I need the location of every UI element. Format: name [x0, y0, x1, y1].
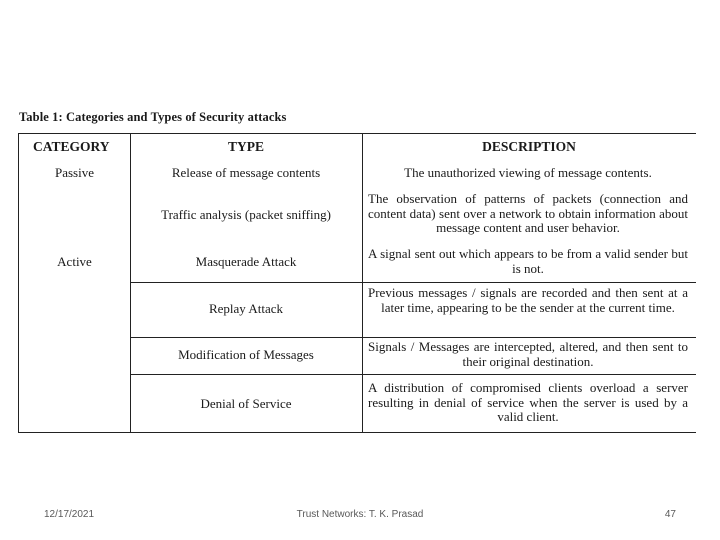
type-cell: Masquerade Attack [195, 254, 297, 269]
footer-title: Trust Networks: T. K. Prasad [296, 509, 424, 520]
row-divider [130, 337, 696, 338]
type-cell: Modification of Messages [178, 347, 314, 362]
header-description: DESCRIPTION [482, 139, 576, 154]
type-cell: Traffic analysis (packet sniffing) [161, 207, 331, 222]
row-divider [130, 374, 696, 375]
header-type: TYPE [227, 139, 264, 154]
header-category: CATEGORY [33, 139, 110, 154]
type-cell: Release of message contents [171, 165, 321, 180]
description-cell: The unauthorized viewing of message contents. [404, 165, 652, 180]
description-cell: A signal sent out which appears to be from a valid sender but is not. [368, 246, 688, 276]
row-divider [130, 282, 696, 283]
type-cell: Denial of Service [200, 396, 292, 411]
security-attacks-table [18, 133, 696, 433]
description-cell: Signals / Messages are intercepted, altered, and then sent to their original destination. [368, 339, 688, 369]
description-cell: The observation of patterns of packets (connection and content data) sent over a network to obtain information about message content and user behavior. [368, 191, 688, 235]
table-caption: Table 1: Categories and Types of Security attacks [19, 110, 287, 124]
description-cell: A distribution of compromised clients overload a server resulting in denial of service when the server is used by a valid client. [368, 380, 688, 424]
type-cell: Replay Attack [208, 301, 283, 316]
description-cell: Previous messages / signals are recorded and then sent at a later time, appearing to be the sender at the current time. [368, 285, 688, 315]
category-passive: Passive [55, 165, 94, 180]
footer-date: 12/17/2021 [44, 509, 95, 520]
category-active: Active [57, 254, 92, 269]
column-divider [362, 134, 363, 432]
footer-page-number: 47 [664, 509, 676, 520]
